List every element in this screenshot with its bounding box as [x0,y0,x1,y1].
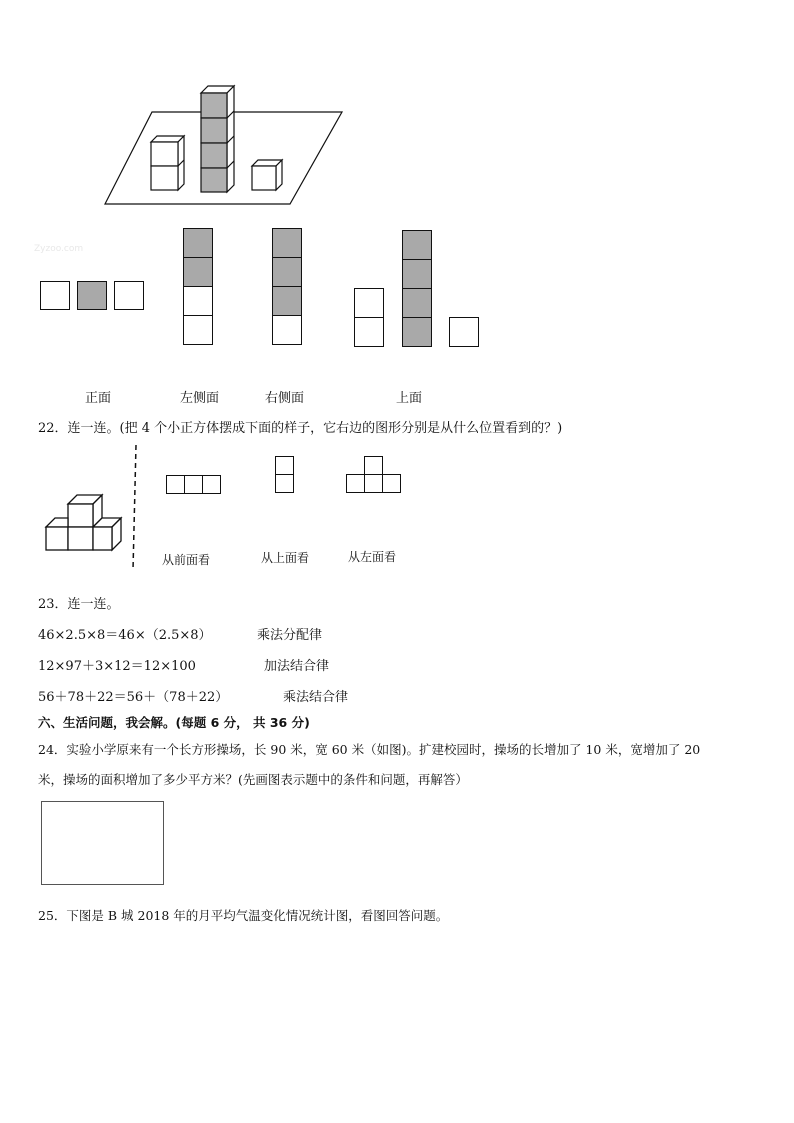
view-square-grey [272,257,302,287]
q23-right-item-2: 加法结合律 [264,659,330,674]
view-square-grey [402,259,432,289]
view-square [346,474,365,493]
view-square [354,317,384,347]
view-square [183,286,213,316]
q24-line-1: 24．实验小学原来有一个长方形操场，长 90 米，宽 60 米（如图)。扩建校园时，操场的长增加了 10 米，宽增加了 20 [38,742,701,757]
label-left-side: 左侧面 [180,391,220,406]
label-front: 正面 [85,391,112,406]
q23-left-item-1: 46×2.5×8＝46×（2.5×8） [38,628,212,643]
view-square [166,475,185,494]
q23-right-item-3: 乘法结合律 [283,690,349,705]
q23-title: 23．连一连。 [38,597,120,612]
q23-right-item-1: 乘法分配律 [257,628,323,643]
view-square [275,456,294,475]
view-square [202,475,221,494]
q23-left-item-2: 12×97＋3×12＝12×100 [38,659,196,674]
q24-playground-rectangle [41,801,164,885]
view-square-grey [77,281,107,310]
view-square [354,288,384,318]
view-square-grey [402,317,432,347]
q23-left-item-3: 56＋78＋22＝56＋（78＋22） [38,690,229,705]
q22-text: 22．连一连。(把 4 个小正方体摆成下面的样子，它右边的图形分别是从什么位置看到的？) [38,421,563,436]
view-square [183,315,213,345]
view-square [114,281,144,310]
view-square-grey [183,257,213,287]
label-right-side: 右侧面 [265,391,305,406]
q25-text: 25．下图是 B 城 2018 年的月平均气温变化情况统计图，看图回答问题。 [38,908,449,923]
watermark: Zyzoo.com [34,244,84,254]
q22-option-top: 从上面看 [261,551,310,565]
label-top: 上面 [396,391,423,406]
view-square [184,475,203,494]
q22-option-front: 从前面看 [162,553,211,567]
view-square [449,317,479,347]
view-square-grey [272,228,302,258]
view-square-grey [402,288,432,318]
view-square [275,474,294,493]
q22-option-left: 从左面看 [348,550,397,564]
view-square [272,315,302,345]
view-square-grey [272,286,302,316]
q22-cube-figure [44,490,126,555]
single-cube [252,160,282,190]
q24-line-2: 米，操场的面积增加了多少平方米？(先画图表示题中的条件和问题，再解答） [38,772,468,787]
q22-dashed-divider [131,445,139,570]
section6-heading: 六、生活问题，我会解。(每题 6 分， 共 36 分) [38,715,310,730]
left-cube-stack [151,136,184,190]
tall-cube-stack [201,86,234,192]
view-square [364,456,383,475]
view-square-grey [183,228,213,258]
view-square [364,474,383,493]
view-square-grey [402,230,432,260]
cube-arrangement-figure [100,80,350,210]
view-square [382,474,401,493]
view-square [40,281,70,310]
